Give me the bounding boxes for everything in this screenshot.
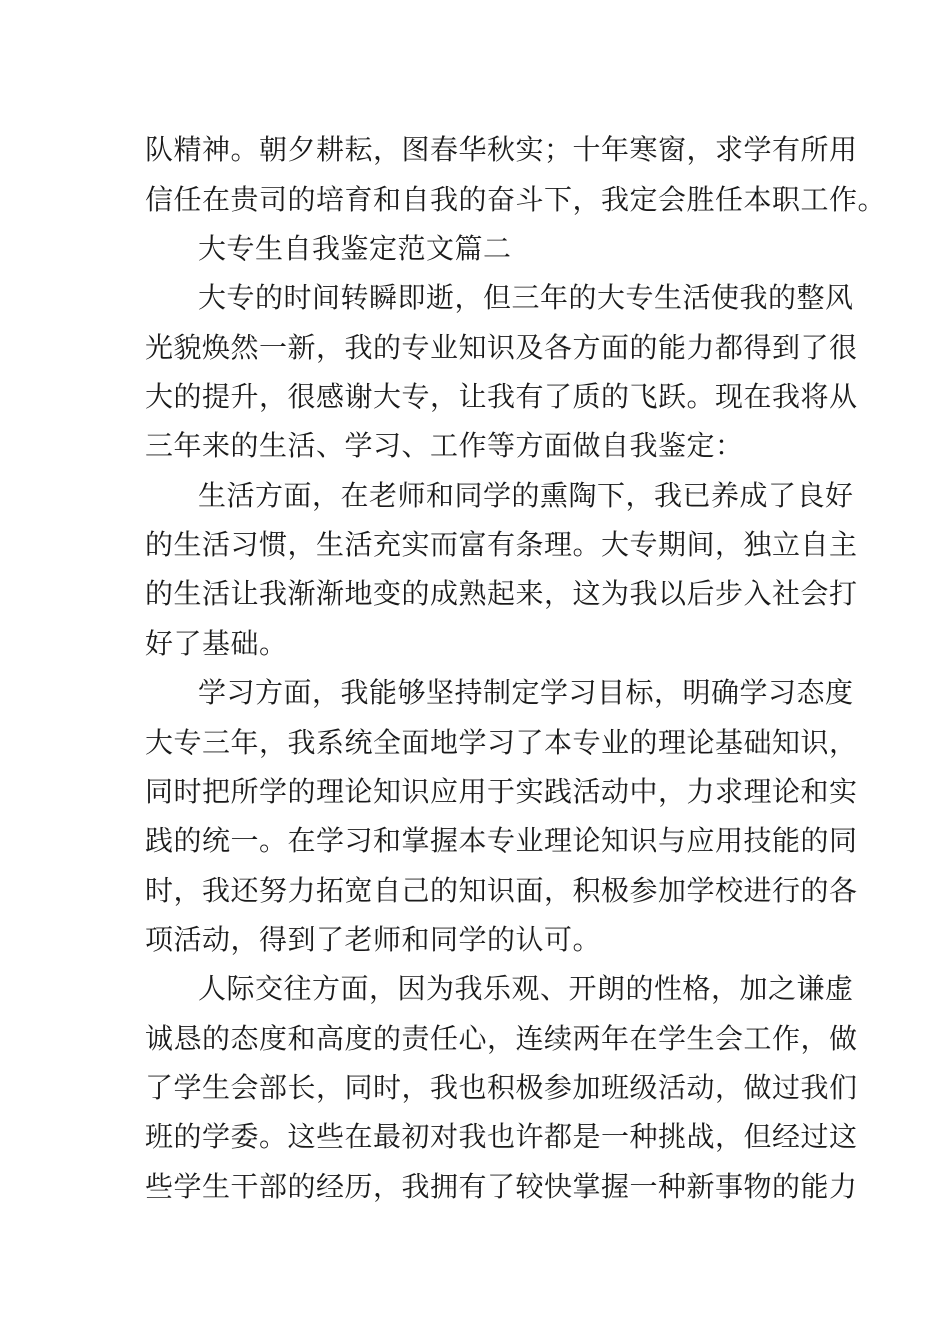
text-line: 班的学委。这些在最初对我也许都是一种挑战，但经过这 (145, 1120, 858, 1153)
text-line: 光貌焕然一新，我的专业知识及各方面的能力都得到了很 (145, 331, 858, 364)
text-line: 践的统一。在学习和掌握本专业理论知识与应用技能的同 (145, 824, 858, 857)
section-title: 大专生自我鉴定范文篇二 (198, 232, 512, 265)
text-line: 大专三年，我系统全面地学习了本专业的理论基础知识， (145, 726, 858, 759)
paragraph-first-line: 人际交往方面，因为我乐观、开朗的性格，加之谦虚 (198, 972, 854, 1005)
text-line: 好了基础。 (145, 627, 288, 660)
text-line: 大的提升，很感谢大专，让我有了质的飞跃。现在我将从 (145, 380, 858, 413)
text-line: 三年来的生活、学习、工作等方面做自我鉴定： (145, 429, 744, 462)
text-line: 队精神。朝夕耕耘，图春华秋实；十年寒窗，求学有所用 (145, 133, 858, 166)
text-line: 同时把所学的理论知识应用于实践活动中，力求理论和实 (145, 775, 858, 808)
text-line: 信任在贵司的培育和自我的奋斗下，我定会胜任本职工作。 (145, 183, 887, 216)
text-line: 诚恳的态度和高度的责任心，连续两年在学生会工作，做 (145, 1022, 858, 1055)
text-line: 时，我还努力拓宽自己的知识面，积极参加学校进行的各 (145, 874, 858, 907)
paragraph-first-line: 学习方面，我能够坚持制定学习目标，明确学习态度 (198, 676, 854, 709)
text-line: 项活动，得到了老师和同学的认可。 (145, 923, 602, 956)
paragraph-first-line: 大专的时间转瞬即逝，但三年的大专生活使我的整风 (198, 281, 854, 314)
paragraph-first-line: 生活方面，在老师和同学的熏陶下，我已养成了良好 (198, 479, 854, 512)
text-line: 了学生会部长，同时，我也积极参加班级活动，做过我们 (145, 1071, 858, 1104)
text-line: 的生活让我渐渐地变的成熟起来，这为我以后步入社会打 (145, 577, 858, 610)
text-line: 的生活习惯，生活充实而富有条理。大专期间，独立自主 (145, 528, 858, 561)
text-line: 些学生干部的经历，我拥有了较快掌握一种新事物的能力 (145, 1170, 858, 1203)
